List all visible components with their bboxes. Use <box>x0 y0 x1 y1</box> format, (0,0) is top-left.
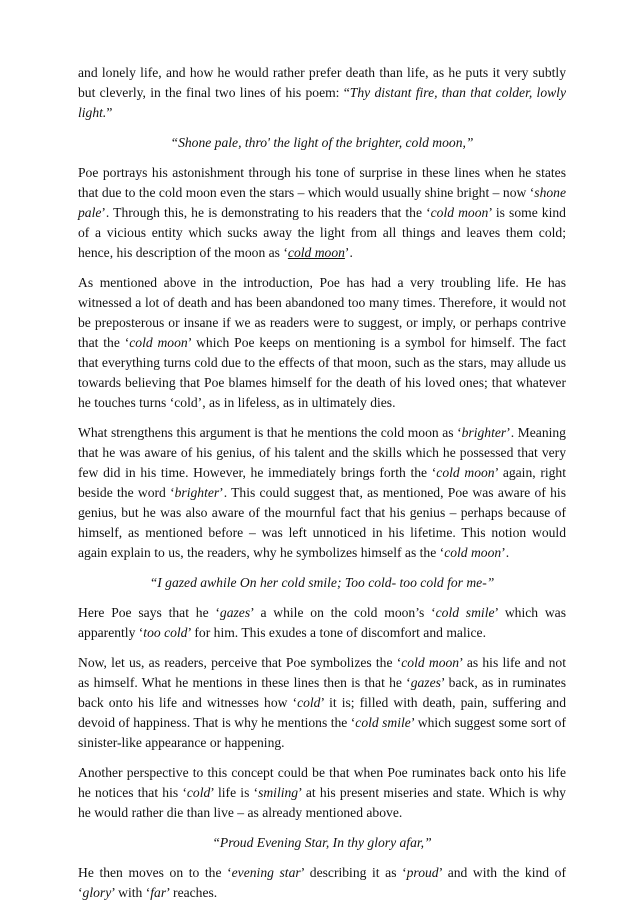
emphasized-text: cold moon <box>436 465 495 480</box>
emphasized-text: gazes <box>410 675 441 690</box>
text-run: ’. Through this, he is demonstrating to his readers that the ‘ <box>101 205 431 220</box>
body-paragraph <box>78 273 566 413</box>
body-paragraph <box>78 763 566 823</box>
underlined-text <box>288 245 345 260</box>
text-run: ’ with ‘ <box>111 885 151 900</box>
text-run: ’ which Poe keeps on mentioning is a symbol for himself. The fact that everything turns cold due to the effects of that moon, such as the stars, may allude us towards believing that Poe blames himself for the death of his loved ones; that whatever he touches turns ‘cold’, as in lifeless, as in ultimately dies. <box>78 335 566 410</box>
text-run: ’. <box>344 245 353 260</box>
emphasized-text: far <box>150 885 167 900</box>
text-run: “ <box>170 135 179 150</box>
text-run: ’ at his present miseries and state. Which is why he would rather die than live – as already mentioned above. <box>78 785 566 820</box>
text-run: ’ describing it as ‘ <box>300 865 407 880</box>
text-run: Another perspective to this concept could be that when Poe ruminates back onto his life he notices that his ‘ <box>78 765 566 800</box>
text-run: ’ which was apparently ‘ <box>78 605 566 640</box>
text-run: ’. Meaning that he was aware of his genius, of his talent and the skills which he possessed that very few did in his time. However, he immediately brings forth the ‘ <box>78 425 566 480</box>
body-paragraph <box>78 63 566 123</box>
text-run: ’ is some kind of a vicious entity which sucks away the light from all things and leaves them cold; hence, his description of the moon as ‘ <box>78 205 566 260</box>
text-run: ’ it is; filled with death, pain, suffering and devoid of happiness. That is why he mentions the ‘ <box>78 695 566 730</box>
text-run: ’. <box>501 545 510 560</box>
body-paragraph <box>78 423 566 563</box>
emphasized-text: cold moon <box>444 545 502 560</box>
text-run: ’ back, as in ruminates back onto his life and witnesses how ‘ <box>78 675 566 710</box>
emphasized-text: Thy distant fire, than that colder, lowly light. <box>78 85 566 120</box>
text-run: He then moves on to the ‘ <box>78 865 232 880</box>
emphasized-text: cold <box>297 695 321 710</box>
emphasized-text: smiling <box>258 785 299 800</box>
text-run: ’. This could suggest that, as mentioned, Poe was aware of his genius, but he was also aware of the mournful fact that his genius – perhaps because of himself, as mentioned before – was left unnoticed in his lifetime. This notion would again explain to us, the readers, why he symbolizes himself as the ‘ <box>78 485 566 560</box>
emphasized-text: cold smile <box>435 605 495 620</box>
body-paragraph <box>78 653 566 753</box>
text-run: ’ and with the kind of ‘ <box>78 865 566 900</box>
poem-quote <box>78 573 566 593</box>
text-run: “ <box>149 575 158 590</box>
body-paragraph <box>78 863 566 903</box>
text-run: ” <box>424 835 432 850</box>
text-run: ” <box>465 135 474 150</box>
text-run: Poe portrays his astonishment through his tone of surprise in these lines when he states that due to the cold moon even the stars – which would usually shine bright – now ‘ <box>78 165 566 200</box>
emphasized-text: cold moon <box>287 245 345 260</box>
body-paragraph <box>78 163 566 263</box>
emphasized-text: evening star <box>231 865 301 880</box>
text-run: “ <box>212 835 220 850</box>
emphasized-text: brighter <box>174 485 220 500</box>
emphasized-text: Shone pale, thro' the light of the brighter, cold moon, <box>178 135 466 150</box>
emphasized-text: brighter <box>461 425 507 440</box>
emphasized-text: cold moon <box>430 205 489 220</box>
emphasized-text: I gazed awhile On her cold smile; Too cold- too cold for me- <box>157 575 487 590</box>
text-run: What strengthens this argument is that he mentions the cold moon as ‘ <box>78 425 462 440</box>
text-run: ’ reaches. <box>166 885 218 900</box>
poem-quote <box>78 133 566 153</box>
emphasized-text: Proud Evening Star, In thy glory afar, <box>219 835 425 850</box>
text-run: Here Poe says that he ‘ <box>78 605 220 620</box>
text-run: ’ for him. This exudes a tone of discomfort and malice. <box>187 625 486 640</box>
text-run: ” <box>106 105 113 120</box>
text-run: ’ again, right beside the word ‘ <box>78 465 567 500</box>
text-run: ’ which suggest some sort of sinister-like appearance or happening. <box>78 715 566 750</box>
emphasized-text: too cold <box>143 625 188 640</box>
text-run: and lonely life, and how he would rather prefer death than life, as he puts it very subtly but cleverly, in the final two lines of his poem: “ <box>78 65 566 100</box>
emphasized-text: cold moon <box>401 655 460 670</box>
text-run: Now, let us, as readers, perceive that Poe symbolizes the ‘ <box>78 655 402 670</box>
emphasized-text: gazes <box>219 605 251 620</box>
poem-quote <box>78 833 566 853</box>
emphasized-text: shone pale <box>78 185 566 220</box>
text-run: As mentioned above in the introduction, Poe has had a very troubling life. He has witnessed a lot of death and has been abandoned too many times. Therefore, it would not be preposterous or insane if we as readers were to suggest, or imply, or perhaps contrive that the ‘ <box>78 275 566 350</box>
emphasized-text: proud <box>406 865 439 880</box>
text-run: ’ as his life and not as himself. What he mentions in these lines then is that he ‘ <box>78 655 567 690</box>
text-run: ’ a while on the cold moon’s ‘ <box>250 605 436 620</box>
body-paragraph <box>78 603 566 643</box>
text-run: ’ life is ‘ <box>210 785 259 800</box>
text-run: ” <box>486 575 495 590</box>
emphasized-text: cold <box>186 785 211 800</box>
emphasized-text: glory <box>82 885 112 900</box>
emphasized-text: cold smile <box>355 715 411 730</box>
emphasized-text: cold moon <box>129 335 188 350</box>
